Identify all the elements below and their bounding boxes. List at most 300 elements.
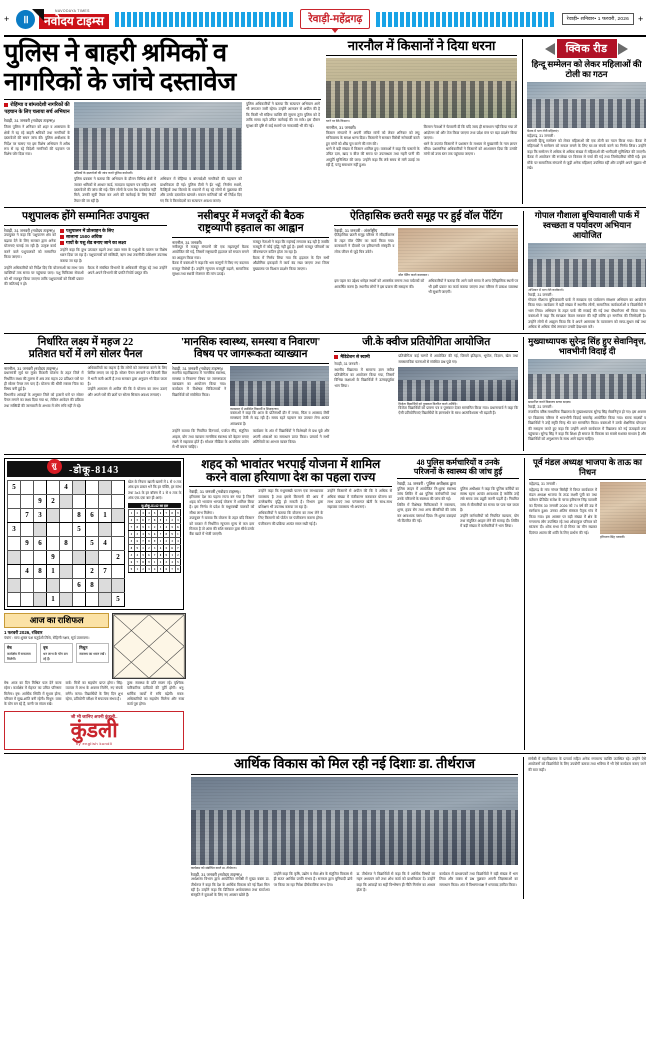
row3-col3-headline[interactable]: जी.के क्वीज प्रतियोगिता आयोजित xyxy=(362,337,491,349)
sudoku-cell[interactable] xyxy=(86,494,99,508)
sudoku-solution-row xyxy=(129,517,181,524)
sudoku-solution-cell: 4 xyxy=(134,552,140,559)
sudoku-solution-cell: 9 xyxy=(158,517,164,524)
sudoku-solution-cell: 1 xyxy=(129,510,135,517)
row2-col2-rule xyxy=(172,237,329,238)
sudoku-cell[interactable] xyxy=(21,522,34,536)
sudoku-solution-row xyxy=(129,538,181,545)
center-top-headline: नारनौल में किसानों ने दिया धरना xyxy=(347,38,496,53)
sudoku-cell[interactable] xyxy=(60,578,73,592)
honey-body-2: उन्होंने कहा कि मधुमक्खी पालन एक लाभदायक व्यवसाय है तथा इससे किसानों की आय में उल्लेखनीय वृद्धि हो सकती है। विभाग द्वारा प्रशिक्षण भी उपलब्ध कराया जा रहा है। xyxy=(258,489,324,510)
lead-rule xyxy=(4,99,321,100)
sudoku-solution-cell: 6 xyxy=(134,538,140,545)
quick-read-item-2-photo xyxy=(528,359,646,399)
edition-tab[interactable]: रेवाड़ी-महेंद्रगढ़ xyxy=(300,9,370,29)
center-top-caption: धरने पर बैठे किसान। xyxy=(325,119,350,124)
sudoku-cell[interactable] xyxy=(112,508,125,522)
sudoku-solution-cell: 8 xyxy=(134,524,140,531)
quick-read-item-3-headline[interactable]: पूर्व मंडल अध्यक्ष भाजपा के ताऊ का निधन xyxy=(533,456,642,477)
sudoku-cell: 5 xyxy=(86,536,99,550)
row3-col1-headline-line2[interactable]: प्रतिशत घरों में लगे सोलर पैनल xyxy=(28,349,143,361)
sudoku-cell: 5 xyxy=(73,522,86,536)
sudoku-solution-row xyxy=(129,545,181,552)
decorative-bars xyxy=(115,12,295,27)
sudoku-cell[interactable] xyxy=(60,550,73,564)
sudoku-solution-cell: 2 xyxy=(158,559,164,566)
sudoku-cell[interactable] xyxy=(8,494,21,508)
sudoku-cell[interactable] xyxy=(60,522,73,536)
row2-col1-headline[interactable]: पशुपालक होंगे सम्मानितः उपायुक्त xyxy=(22,211,150,223)
horoscope-date: 1 फरवरी 2026, रविवार xyxy=(4,629,43,635)
kundli-chart xyxy=(112,613,186,679)
sudoku-cell[interactable] xyxy=(34,550,47,564)
sudoku-cell[interactable] xyxy=(73,536,86,550)
sudoku-cell: 8 xyxy=(34,564,47,578)
sudoku-solution-cell: 6 xyxy=(175,524,181,531)
sudoku-solution-cell: 3 xyxy=(169,538,175,545)
sudoku-cell[interactable] xyxy=(73,480,86,494)
center-top-body-1: धरने में बड़ी संख्या में किसान शामिल हुए। वक्ताओं ने कहा कि फसलों के उचित दाम, खाद व बीज की समय पर उपलब्धता तथा नहरी पानी की आपूर्ति सुनिश्चित की जाए। उन्होंने कहा कि लंबे समय से मांगें उठाई जा रही हैं, परंतु समाधान नहीं हुआ। xyxy=(325,147,420,168)
row3-col2-headline-line2[interactable]: विषय पर जागरूकता व्याख्यान xyxy=(194,349,308,361)
sudoku-cell: 7 xyxy=(99,564,112,578)
row3-col1-body-0: प्रधानमंत्री सूर्य घर मुफ्त बिजली योजना के तहत जिले में निर्धारित लक्ष्य की तुलना में अब तक महज 22 प्रतिशत घरों पर ही सोलर पैनल लग पाए हैं। योजना की धीमी रफ्तार चिंता का विषय बनी हुई है। xyxy=(4,371,84,392)
quick-read-item-3-caption: हरिचरण सिंह पटवारी। xyxy=(599,535,626,540)
row3-col3-byline: रेवाड़ी, 31 जनवरी : xyxy=(334,362,360,367)
quick-read-item-0-headline[interactable]: हिन्दू सम्मेलन को लेकर महिलाओं की टोली का गठन xyxy=(531,59,642,79)
row3-col1-body-3: उन्होंने आमजन से अपील की कि वे योजना का लाभ उठाएं और अपने घरों की छतों पर सोलर सिस्टम अवश्य लगवाएं। xyxy=(87,387,168,397)
lead-body-3: पुलिस अधिकारियों ने बताया कि सत्यापन अभियान आगे भी लगातार जारी रहेगा। उन्होंने आमजन से अपील की है कि किसी भी संदिग्ध व्यक्ति की सूचना तुरंत पुलिस को दें ताकि समय रहते उचित कार्रवाई की जा सके। इस दौरान सुरक्षा की दृष्टि से कई स्थानों पर नाकाबंदी भी की गई। xyxy=(246,102,320,128)
sudoku-solution-cell: 8 xyxy=(163,531,169,538)
sudoku-cell[interactable] xyxy=(34,480,47,494)
horoscope-sign-row xyxy=(4,643,109,663)
row2-col2-body-0: नसीबपुर में मजदूर संगठनों की एक महत्वपूर्ण बैठक आयोजित की गई, जिसमें राष्ट्रव्यापी हड़ताल को सफल बनाने का आह्वान किया गया। xyxy=(172,245,249,260)
row3-col2-body-3: कार्यक्रम के अंत में विद्यार्थियों ने विशेषज्ञों से प्रश्न पूछे और अपनी शंकाओं का समाधान प्राप्त किया। प्राचार्य ने सभी अतिथियों का आभार व्यक्त किया। xyxy=(252,429,330,444)
sudoku-solution-cell: 1 xyxy=(175,531,181,538)
quick-read-label: क्विक रीड xyxy=(557,39,617,58)
sudoku-cell: 6 xyxy=(73,578,86,592)
sudoku-cell: 9 xyxy=(47,550,60,564)
sudoku-badge: सु xyxy=(47,459,62,474)
sudoku-solution-cell: 2 xyxy=(134,510,140,517)
sudoku-title: सु -डोकू-8143 xyxy=(7,461,181,477)
sudoku-solution-grid xyxy=(128,509,181,573)
sudoku-cell[interactable] xyxy=(21,480,34,494)
sudoku-cell: 2 xyxy=(86,564,99,578)
sudoku-solution-cell: 1 xyxy=(134,566,140,573)
economy-body-1: उन्होंने कहा कि कृषि, उद्योग व सेवा क्षेत्र के संतुलित विकास से ही सतत आर्थिक प्रगति संभव है। सरकार द्वारा बुनियादी ढांचे पर किया जा रहा निवेश दीर्घकालिक लाभ देगा। xyxy=(273,871,353,887)
sudoku-solution-cell: 7 xyxy=(175,545,181,552)
sudoku-cell: 8 xyxy=(60,536,73,550)
honey-headline-line2[interactable]: करने वाला हरियाणा देश का पहला राज्य xyxy=(206,469,376,484)
sudoku-cell[interactable] xyxy=(112,564,125,578)
sudoku-cell[interactable] xyxy=(60,564,73,578)
row2-col1-byline: रेवाड़ी, 31 जनवरी (नवोदय टाइम्स)। xyxy=(4,227,56,233)
lead-photo xyxy=(74,102,242,170)
sudoku-solution-row xyxy=(129,566,181,573)
sudoku-solution-cell: 2 xyxy=(163,538,169,545)
sudoku-solution-cell: 7 xyxy=(134,559,140,566)
sudoku-cell[interactable] xyxy=(8,550,21,564)
decorative-bars-right xyxy=(376,12,556,27)
sudoku-solution-cell: 6 xyxy=(169,545,175,552)
crop-mark-icon-right: + xyxy=(638,14,644,24)
sudoku-cell[interactable] xyxy=(21,494,34,508)
row2-col1-story xyxy=(4,211,167,330)
sudoku-cell[interactable] xyxy=(8,578,21,592)
sudoku-solution-cell: 3 xyxy=(163,559,169,566)
sudoku-solution-cell: 8 xyxy=(146,538,152,545)
row2-col2-byline: नारनौल, 31 जनवरी। xyxy=(172,239,203,245)
sudoku-solution-cell: 1 xyxy=(140,545,146,552)
sudoku-solution-cell: 7 xyxy=(146,517,152,524)
publication-emblem-icon: ॥ xyxy=(16,10,35,29)
center-top-photo xyxy=(326,58,517,118)
sudoku-solution-cell: 7 xyxy=(152,552,158,559)
sudoku-solution-cell: 4 xyxy=(175,538,181,545)
row2-col2-body-1: बैठक में वक्ताओं ने कहा कि श्रम कानूनों में किए गए बदलाव मजदूर विरोधी हैं। उन्होंने न्यूनतम मजदूरी बढ़ाने, सामाजिक सुरक्षा तथा स्थायी रोजगार की मांग उठाई। xyxy=(172,261,249,277)
row2-col2-body-3: बैठक में निर्णय लिया गया कि हड़ताल के दिन सभी औद्योगिक इकाइयों में कार्य बंद रखा जाएगा तथा जिला मुख्यालय पर विशाल प्रदर्शन किया जाएगा। xyxy=(252,255,330,271)
sudoku-solution-cell: 2 xyxy=(129,531,135,538)
quick-read-item-2-body: राजकीय वरिष्ठ माध्यमिक विद्यालय के मुख्याध्यापक सुरेन्द्र सिंह सेवानिवृत्त हो गए। इस अवसर पर विद्यालय परिसर में भावभीनी विदाई समारोह आयोजित किया गया। स्टाफ सदस्यों व विद्यार्थियों ने उन्हें स्मृति चिन्ह भेंट कर सम्मानित किया। वक्ताओं ने उनके शैक्षणिक योगदान की सराहना करते हुए कहा कि उन्होंने अपने कार्यकाल में विद्यालय को नई ऊंचाइयों तक पहुंचाया। सुरेन्द्र सिंह ने कहा कि शिक्षा ही समाज के विकास का सबसे सशक्त माध्यम है और विद्यार्थियों को अनुशासन के साथ आगे बढ़ना चाहिए। xyxy=(528,410,646,442)
quick-read-item-0-caption: बैठक में भाग लेती महिलाएं। xyxy=(527,128,559,133)
sudoku-solution-cell: 6 xyxy=(129,559,135,566)
sudoku-solution-cell: 6 xyxy=(163,566,169,573)
sudoku-cell: 9 xyxy=(21,536,34,550)
row3-col1-rule xyxy=(4,363,167,364)
row2-col1-body-3: बैठक में संबंधित विभागों के अधिकारी मौजूद रहे तथा उन्होंने अपने-अपने विभागों की प्रगति रिपोर्ट प्रस्तुत की। xyxy=(87,266,168,276)
qr3-rule xyxy=(529,479,646,480)
publication-tagline: NAVODAYA TIMES xyxy=(55,9,90,13)
sudoku-widget[interactable] xyxy=(4,458,184,610)
sudoku-cell[interactable] xyxy=(99,592,112,606)
sudoku-cell: 4 xyxy=(99,536,112,550)
horoscope-col-2: तुला: स्वास्थ्य के प्रति सजग रहें। वृश्चिक: पारिवारिक दायित्वों की पूर्ति होगी। धनु: धार्मिक कार्यों में रुचि बढ़ेगी। मकर: अधिकारियों का सहयोग मिलेगा और रुका कार्य पूरा होगा। xyxy=(126,680,185,707)
row3-col2-caption: व्याख्यान में उपस्थित विद्यार्थी व शिक्षकगण। xyxy=(230,406,280,411)
sudoku-solution-cell: 4 xyxy=(169,559,175,566)
honey-body-0: हरियाणा देश का पहला राज्य बन गया है जिसने शहद को भावांतर भरपाई योजना में शामिल किया है। इस निर्णय से प्रदेश के मधुमक्खी पालकों को सीधा लाभ मिलेगा। xyxy=(189,494,255,515)
ad-top-text: जी भी जानिए अपनी कुंडली.. xyxy=(70,713,118,719)
horoscope-panchang: पंचांग : माघ शुक्ल पक्ष चतुर्दशी तिथि, रोहिणी नक्षत्र, सूर्य उत्तरायण। xyxy=(4,635,90,640)
sudoku-cell[interactable] xyxy=(86,550,99,564)
horoscope-widget xyxy=(4,613,184,750)
quick-read-item-2-headline[interactable]: मुख्याध्यापक सुरेन्द्र सिंह हुए सेवानिवृत्त, भावभीनी विदाई दी xyxy=(528,336,646,357)
row2-col2-headline-line1[interactable]: नसीबपुर में मजदूरों की बैठक xyxy=(197,211,304,223)
sudoku-cell[interactable] xyxy=(47,536,60,550)
row3-col1-headline-line1[interactable]: निर्धारित लक्ष्य में महज 22 xyxy=(37,337,134,349)
quick-read-column xyxy=(522,39,646,204)
sudoku-cell[interactable] xyxy=(47,508,60,522)
sudoku-cell: 4 xyxy=(60,480,73,494)
sudoku-cell[interactable] xyxy=(47,480,60,494)
row3-col3-photo xyxy=(398,367,518,401)
section-rule-3 xyxy=(4,454,646,455)
sudoku-cell[interactable] xyxy=(99,550,112,564)
lead-body-2: अभियान में रोहिंग्या व बांग्लादेशी नागरिकों की पहचान को प्राथमिकता दी गई। पुलिस टीमों ने ईंट भट्ठों, निर्माण स्थलों, फैक्ट्रियों तथा किराये के मकानों में रह रहे लोगों से पूछताछ की और उनके दस्तावेज खंगाले। मकान मालिकों को भी निर्देश दिए गए कि वे किरायेदारों का सत्यापन अवश्य कराएं। xyxy=(160,177,242,203)
row2-col3-story xyxy=(334,211,518,330)
sudoku-cell[interactable] xyxy=(112,480,125,494)
section-rule-4 xyxy=(4,753,646,754)
sudoku-cell[interactable] xyxy=(60,508,73,522)
sudoku-solution-cell: 5 xyxy=(140,552,146,559)
sudoku-solution-cell: 2 xyxy=(140,566,146,573)
quick-read-item-0-byline: महेंद्रगढ़, 31 जनवरी : xyxy=(527,133,556,138)
row3-col2-photo xyxy=(230,366,329,406)
sudoku-solution-cell: 5 xyxy=(134,517,140,524)
sudoku-solution-cell: 4 xyxy=(146,510,152,517)
quick-read-item-1-byline: रेवाड़ी, 31 जनवरी : xyxy=(528,292,554,297)
sudoku-solution-cell: 2 xyxy=(152,524,158,531)
police-body-0: पुलिस लाइन में आयोजित नि:शुल्क स्वास्थ्य जांच शिविर में 48 पुलिस कर्मचारियों तथा उनके परिजनों के स्वास्थ्य की जांच की गई। xyxy=(397,486,457,502)
sudoku-solution-cell: 5 xyxy=(163,545,169,552)
row3-col1-body-2: अधिकारियों का कहना है कि लोगों को जागरूक करने के लिए शिविर लगाए जा रहे हैं। सोलर पैनल लगवाने पर बिजली बिल में भारी कमी आती है तथा सरकार द्वारा अनुदान भी दिया जाता है। xyxy=(87,365,168,387)
sudoku-solution-cell: 9 xyxy=(152,538,158,545)
sudoku-row xyxy=(8,480,125,494)
center-top-body-0: किसान संगठनों ने अपनी लंबित मांगों को लेकर शनिवार को लघु सचिवालय के समक्ष धरना दिया। किसानों ने सरकार विरोधी नारेबाजी करते हुए मांगों को शीघ्र पूरा करने की मांग की। xyxy=(325,130,420,146)
sudoku-solution-cell: 3 xyxy=(146,566,152,573)
ad-subtext: by english kundli xyxy=(75,740,113,746)
sudoku-grid[interactable] xyxy=(7,480,125,607)
honey-story xyxy=(189,458,392,750)
sudoku-cell: 3 xyxy=(34,508,47,522)
sudoku-row xyxy=(8,522,125,536)
sudoku-solution-cell: 2 xyxy=(146,545,152,552)
row2-col3-byline: रेवाड़ी, 31 जनवरी : अंतर्राष्ट्रीय xyxy=(334,227,378,233)
sudoku-cell[interactable] xyxy=(60,592,73,606)
row2-col2-body-2: मजदूर नेताओं ने कहा कि महंगाई लगातार बढ़ रही है जबकि मजदूरी में कोई वृद्धि नहीं हुई है। इससे मजदूर परिवारों का जीवनयापन कठिन होता जा रहा है। xyxy=(252,239,330,255)
sudoku-solution-cell: 4 xyxy=(152,566,158,573)
square-bullet-icon xyxy=(60,241,64,245)
sudoku-cell: 5 xyxy=(112,592,125,606)
row2-col2-story xyxy=(172,211,329,330)
sudoku-cell[interactable] xyxy=(34,592,47,606)
sudoku-row xyxy=(8,494,125,508)
police-byline: रेवाड़ी, 31 जनवरी : पुलिस अधीक्षक द्वारा xyxy=(397,481,456,487)
police-body-3: उन्होंने कर्मचारियों को नियमित व्यायाम, योग तथा संतुलित आहार लेने की सलाह दी। शिविर में बड़ी संख्या में कर्मचारियों ने भाग लिया। xyxy=(460,513,520,529)
horoscope-sign-1-name: वृष xyxy=(43,645,48,651)
quick-read-item-3 xyxy=(524,458,646,750)
lead-photo-caption: श्रमिकों के दस्तावेजों की जांच करते पुलिस कर्मचारी। xyxy=(74,171,133,176)
sudoku-solution-cell: 3 xyxy=(140,510,146,517)
dateline: रेवाड़ी• शनिवार• 1 फरवरी, 2026 xyxy=(562,13,634,25)
sudoku-solution-row xyxy=(129,510,181,517)
police-headline-line1[interactable]: 48 पुलिस कर्मचारियों व उनके xyxy=(416,457,500,467)
lead-story xyxy=(4,39,321,204)
square-bullet-icon xyxy=(60,229,64,233)
sudoku-solution-cell: 6 xyxy=(152,531,158,538)
row3-col2-body-2: उन्होंने बताया कि नियमित दिनचर्या, पर्याप्त नींद, संतुलित आहार, योग तथा व्यायाम मानसिक स्वास्थ्य को बेहतर बनाए रखने में सहायक होते हैं। सोशल मीडिया के अत्यधिक प्रयोग से भी बचना चाहिए। xyxy=(172,429,249,450)
economy-story xyxy=(191,757,518,899)
sudoku-cell[interactable] xyxy=(112,522,125,536)
honey-rule xyxy=(189,486,392,487)
sudoku-solution-row xyxy=(129,531,181,538)
quick-read-item-1-headline[interactable]: गोपाल गौशाला बुचियावाली पार्क में स्वच्छता व पर्यावरण अभियान आयोजित xyxy=(534,210,640,240)
center-top-story xyxy=(326,39,517,204)
row2-col3-body-2: अधिकारियों ने बताया कि आने वाले समय में अन्य ऐतिहासिक स्थलों पर भी इसी प्रकार का कार्य कराया जाएगा तथा परिसर में प्रकाश व्यवस्था भी सुधारी जाएगी। xyxy=(428,279,519,294)
sudoku-cell[interactable] xyxy=(86,522,99,536)
masthead-rule xyxy=(4,35,646,37)
sudoku-cell[interactable] xyxy=(73,494,86,508)
row2-col3-headline[interactable]: ऐतिहासिक छतरी समूह पर हुई वॉल पेंटिंग xyxy=(350,211,503,223)
sudoku-solution-cell: 7 xyxy=(140,538,146,545)
row2-col2-headline-line2[interactable]: राष्ट्रव्यापी हड़ताल का आह्वान xyxy=(197,222,304,234)
row3-col3-body-1: प्रतियोगिता कई चरणों में आयोजित की गई, जिसमें इतिहास, भूगोल, विज्ञान, खेल तथा समसामयिक घटनाओं से संबंधित प्रश्न पूछे गए। xyxy=(398,354,519,364)
sudoku-cell[interactable] xyxy=(21,592,34,606)
sudoku-solution-cell: 1 xyxy=(163,517,169,524)
puzzle-column xyxy=(4,458,184,750)
economy-body-4: संगोष्ठी में महाविद्यालय के प्राचार्य सहित अनेक गणमान्य व्यक्ति उपस्थित रहे। उन्होंने ऐसे आयोजनों को विद्यार्थियों के लिए उपयोगी बताया तथा भविष्य में भी ऐसे कार्यक्रम कराए जाने की बात कही। xyxy=(528,756,647,772)
police-headline-line2[interactable]: परिजनों के स्वास्थ्य की जांच हुई xyxy=(413,466,503,476)
quick-read-header xyxy=(527,39,646,58)
sudoku-row xyxy=(8,578,125,592)
sudoku-cell: 2 xyxy=(47,494,60,508)
economy-byline: रेवाड़ी, 31 जनवरी (नवोदय टाइम्स)। xyxy=(190,871,243,877)
row3-col3-rule xyxy=(334,351,518,352)
sudoku-solution-cell: 4 xyxy=(158,545,164,552)
row2-col1-rule xyxy=(4,225,167,226)
honey-headline-line1[interactable]: शहद को भावांतर भरपाई योजना में शामिल xyxy=(201,456,381,471)
honey-body-4: उन्होंने किसानों से अपील की कि वे अधिक से अधिक संख्या में पंजीकरण करवाकर योजना का लाभ उठाएं तथा परंपरागत खेती के साथ-साथ सहायक व्यवसाय भी अपनाएं। xyxy=(327,489,393,510)
honey-byline: रेवाड़ी, 31 जनवरी (नवोदय टाइम्स)। xyxy=(189,489,241,495)
sudoku-cell[interactable] xyxy=(112,578,125,592)
sudoku-solution-cell: 5 xyxy=(146,531,152,538)
sudoku-solution-cell: 7 xyxy=(129,524,135,531)
sudoku-cell[interactable] xyxy=(8,592,21,606)
row3-col2-rule xyxy=(172,363,329,364)
quick-read-item-0-photo xyxy=(527,82,646,128)
horoscope-sign-2-name: मिथुन xyxy=(79,645,88,651)
horoscope-sign-0[interactable] xyxy=(4,643,37,663)
sudoku-solution-row xyxy=(129,552,181,559)
square-bullet-icon xyxy=(334,355,338,359)
sudoku-solution-cell: 7 xyxy=(158,531,164,538)
sudoku-cell: 8 xyxy=(86,578,99,592)
row3-col3-caption: विजेता विद्यार्थियों को पुरस्कार वितरित करते अतिथि। xyxy=(398,401,458,406)
lead-headline-line1: पुलिस ने बाहरी श्रमिकों व xyxy=(4,38,227,67)
quick-read-item-3-portrait xyxy=(600,482,646,534)
sudoku-solution-cell: 1 xyxy=(146,524,152,531)
sudoku-cell[interactable] xyxy=(99,494,112,508)
sudoku-cell[interactable] xyxy=(21,578,34,592)
sudoku-solution-cell: 4 xyxy=(129,517,135,524)
sudoku-cell[interactable] xyxy=(73,564,86,578)
center-top-rule xyxy=(326,55,517,56)
sudoku-solution-cell: 3 xyxy=(175,517,181,524)
sudoku-cell[interactable] xyxy=(47,578,60,592)
sudoku-solution-cell: 9 xyxy=(146,559,152,566)
quick-read-item-1-caption: अभियान में भाग लेते कार्यकर्ता। xyxy=(528,287,564,292)
economy-headline[interactable]: आर्थिक विकास को मिल रही नई दिशाः डा. तीर्थराज xyxy=(233,755,476,771)
sudoku-cell[interactable] xyxy=(60,494,73,508)
sudoku-solution-cell: 3 xyxy=(134,531,140,538)
sudoku-solution-cell: 1 xyxy=(158,538,164,545)
sudoku-solution-cell: 3 xyxy=(152,545,158,552)
horoscope-sign-2[interactable] xyxy=(76,643,109,663)
sudoku-cell[interactable] xyxy=(73,592,86,606)
sudoku-solution-cell: 8 xyxy=(129,545,135,552)
sudoku-solution-cell: 1 xyxy=(152,559,158,566)
sudoku-solution-cell: 1 xyxy=(169,552,175,559)
sudoku-solution-cell: 8 xyxy=(140,559,146,566)
lead-headline-line2: नागरिकों के जांचे दस्तावेज xyxy=(4,66,236,96)
row2-col1-body-2: उन्होंने अधिकारियों को निर्देश दिए कि योजनाओं का लाभ पात्र व्यक्तियों तक समय पर पहुंचाया जाए। पशु चिकित्सा सेवाओं को भी मजबूत किया जाएगा ताकि पशुपालकों को किसी प्रकार की कठिनाई न हो। xyxy=(4,266,84,287)
sudoku-solution-cell: 6 xyxy=(158,510,164,517)
sudoku-solution-cell: 2 xyxy=(169,517,175,524)
sudoku-cell: 6 xyxy=(86,508,99,522)
sudoku-cell[interactable] xyxy=(8,564,21,578)
lead-body-1: पुलिस प्रवक्ता ने बताया कि अभियान के दौरान विभिन्न क्षेत्रों में जाकर श्रमिकों से आधार कार्ड, मतदाता पहचान पत्र सहित अन्य दस्तावेजों की जांच की गई। जिन लोगों के पास वैध दस्तावेज नहीं मिले, उनकी सूची तैयार कर आगे की कार्रवाई के लिए रिपोर्ट तैयार की जा रही है। xyxy=(74,177,156,203)
sudoku-cell: 8 xyxy=(73,508,86,522)
sudoku-cell[interactable] xyxy=(34,578,47,592)
sudoku-solution-cell: 6 xyxy=(140,517,146,524)
row2-col3-photo xyxy=(398,228,518,272)
row3-col2-story xyxy=(172,337,329,450)
honey-body-3: अधिकारियों ने बताया कि योजना का लाभ लेने के लिए किसानों को पोर्टल पर पंजीकरण कराना होगा। पंजीकरण की प्रक्रिया अत्यंत सरल रखी गई है। xyxy=(258,510,324,526)
row3-col1-byline: नारनौल, 31 जनवरी (नवोदय टाइम्स)। xyxy=(4,365,59,371)
row3-col3-bullet-note: मैडिटेशन से स्वामी xyxy=(334,354,394,360)
row3-col2-body-1: वक्ताओं ने कहा कि आज के प्रतिस्पर्धी दौर में तनाव, चिंता व अवसाद जैसी समस्याएं तेजी से बढ़ रही हैं। समय रहते पहचान कर उपचार लेना अत्यंत आवश्यक है। xyxy=(230,411,330,426)
police-body-1: शिविर में विशेषज्ञ चिकित्सकों ने रक्तचाप, शुगर, हृदय रोग तथा अन्य बीमारियों की जांच कर आवश्यक परामर्श दिया। नि:शुल्क दवाइयां भी वितरित की गईं। xyxy=(397,502,457,523)
sudoku-cell[interactable] xyxy=(86,592,99,606)
sudoku-solution-cell: 3 xyxy=(158,524,164,531)
row3-col3-story xyxy=(334,337,518,450)
sudoku-cell[interactable] xyxy=(86,480,99,494)
sudoku-cell[interactable] xyxy=(73,550,86,564)
sudoku-solution-cell: 4 xyxy=(140,531,146,538)
sudoku-cell: 9 xyxy=(34,494,47,508)
publication-logo[interactable] xyxy=(39,9,109,29)
sudoku-cell[interactable] xyxy=(8,508,21,522)
sudoku-cell[interactable] xyxy=(99,522,112,536)
police-body-2: पुलिस अधीक्षक ने कहा कि पुलिस कर्मियों का स्वस्थ रहना अत्यंत आवश्यक है क्योंकि उन्हें लंबे समय तक ड्यूटी करनी पड़ती है। नियमित जांच से बीमारियों का समय पर पता चल जाता है। xyxy=(460,486,520,513)
sudoku-cell[interactable] xyxy=(34,522,47,536)
row3-col2-byline: रेवाड़ी, 31 जनवरी (नवोदय टाइम्स)। xyxy=(172,365,224,371)
economy-body-2: डा. तीर्थराज ने विद्यार्थियों से कहा कि वे आर्थिक विषयों का गहन अध्ययन करें तथा शोध कार्य को प्राथमिकता दें। उन्होंने कहा कि आंकड़ों का सही विश्लेषण ही नीति निर्माण का आधार होता है। xyxy=(356,871,436,892)
sudoku-solution-cell: 7 xyxy=(163,510,169,517)
horoscope-sign-0-text: कार्यक्षेत्र में सफलता मिलेगी। xyxy=(7,652,31,662)
sudoku-solution-cell: 9 xyxy=(175,510,181,517)
sudoku-cell[interactable] xyxy=(112,494,125,508)
square-bullet-icon xyxy=(4,103,8,107)
row2-col3-body-1: इस पहल का उद्देश्य धरोहर स्थलों को आकर्षक बनाना तथा पर्यटकों को आकर्षित करना है। स्थानीय लोगों ने इस प्रयास की सराहना की। xyxy=(334,279,425,289)
sudoku-cell[interactable] xyxy=(112,536,125,550)
sudoku-cell[interactable] xyxy=(99,480,112,494)
square-bullet-icon xyxy=(60,235,64,239)
quick-read-item-3-byline: महेंद्रगढ़, 31 जनवरी : xyxy=(529,482,558,487)
quick-read-item-2-byline: रेवाड़ी, 31 जनवरी : xyxy=(528,405,554,410)
horoscope-sign-1[interactable] xyxy=(40,643,73,663)
sudoku-cell[interactable] xyxy=(8,536,21,550)
sudoku-solution-cell: 5 xyxy=(129,538,135,545)
sudoku-solution-cell: 8 xyxy=(169,510,175,517)
row2-col1-highlight-1: पशुपालन में प्रोत्साहन के लिए xyxy=(60,228,167,234)
horoscope-col-0: मेष: आज का दिन मिश्रित फल देने वाला रहेगा। कार्यक्षेत्र में मेहनत का उचित परिणाम मिलेगा। वृष: आर्थिक स्थिति में सुधार होगा, परिवार में सुख-शांति बनी रहेगी। मिथुन: यात्रा के योग बन रहे हैं, वाणी पर संयम रखें। xyxy=(4,680,62,707)
kundli-advertisement[interactable] xyxy=(4,711,184,750)
quick-read-item-1 xyxy=(523,211,646,330)
sudoku-cell[interactable] xyxy=(99,578,112,592)
row2-col1-highlight-3: गायों के पशु शेड बनाए जाने का लक्ष्य xyxy=(60,240,167,246)
sudoku-solution-cell: 9 xyxy=(140,524,146,531)
sudoku-cell[interactable] xyxy=(47,522,60,536)
row2-col3-body-0: ऐतिहासिक छतरी समूह परिसर में सौंदर्यीकरण के तहत वॉल पेंटिंग का कार्य किया गया। कलाकारों ने दीवारों पर हरियाणवी संस्कृति व लोक जीवन से जुड़े चित्र उकेरे। xyxy=(334,233,395,254)
row3-col2-headline-line1[interactable]: 'मानसिक स्वास्थ्य, समस्या व निवारण' xyxy=(181,337,321,349)
sudoku-solution-cell: 8 xyxy=(152,517,158,524)
center-top-body-2: किसान नेताओं ने चेतावनी दी कि यदि जल्द ही समाधान नहीं किया गया तो आंदोलन को और तेज किया जाएगा तथा प्रदेश स्तर पर बड़ा प्रदर्शन किया जाएगा। xyxy=(423,125,518,141)
quick-read-tail xyxy=(523,757,646,899)
sudoku-cell[interactable] xyxy=(21,550,34,564)
sudoku-solution-cell: 9 xyxy=(129,566,135,573)
row2-col1-highlight-2: सालाना 1500 अधिक xyxy=(60,234,167,240)
sudoku-solution-label: सु-डोकू-8142 का हल xyxy=(128,503,181,508)
